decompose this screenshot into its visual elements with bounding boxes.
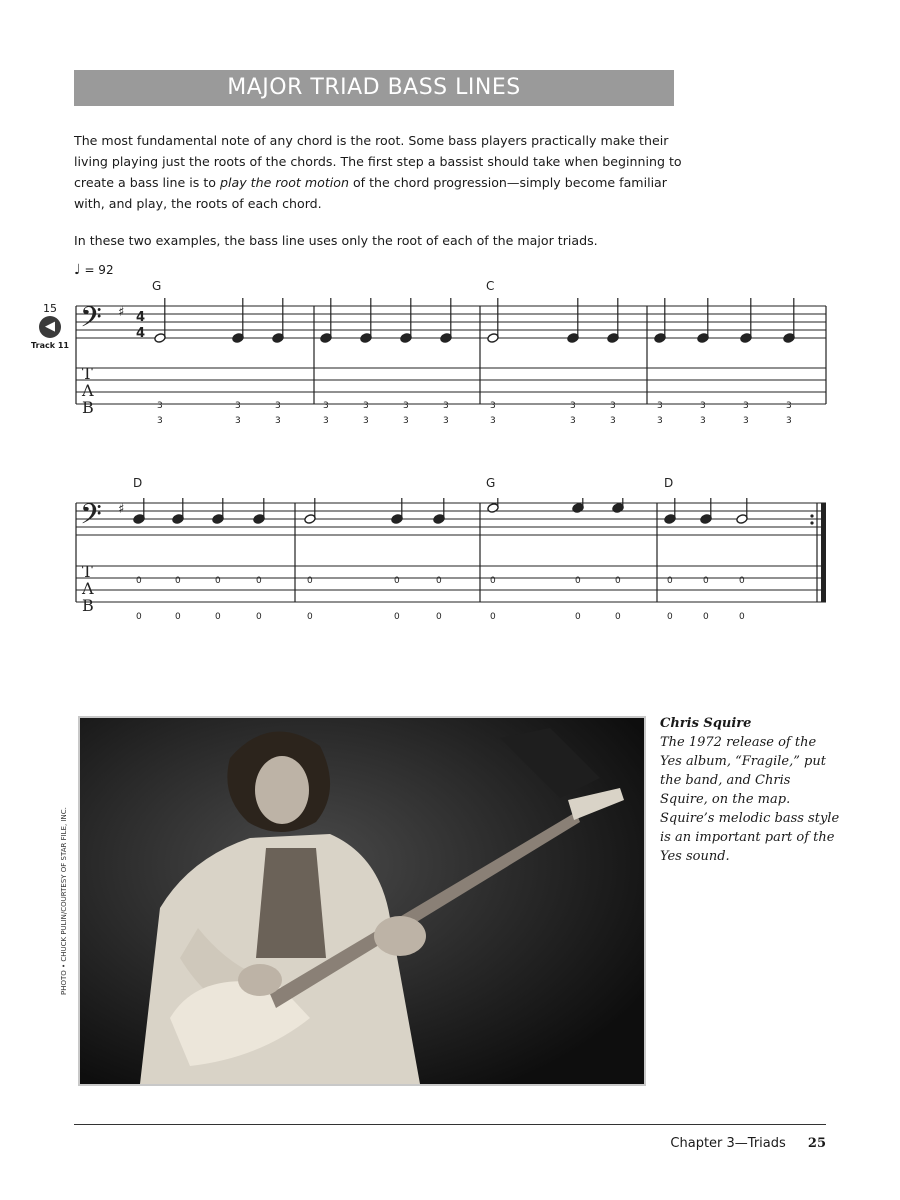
concert-photo (78, 716, 646, 1086)
tab-number: 3 (403, 416, 409, 426)
photo-illustration (80, 718, 644, 1084)
tab-number: 0 (136, 612, 142, 622)
speaker-icon: ◀ (39, 316, 61, 338)
tab-number: 0 (615, 612, 621, 622)
tab-number: 3 (610, 416, 616, 426)
tab-number: 3 (363, 401, 369, 411)
page-number: 25 (807, 1136, 826, 1151)
tab-letter-a: A (82, 579, 94, 598)
tab-number: 0 (307, 576, 313, 586)
tab-number: 0 (256, 612, 262, 622)
tab-number: 3 (657, 416, 663, 426)
intro-paragraph: The most fundamental note of any chord is the root. Some bass players practically make their living playing just the roots of the chords. The first step a bassist should take when beginning to create a bass line is to play the root motion of the chord progression—simply become familiar with, and play, the roots of each chord. (74, 133, 682, 211)
key-signature (118, 502, 124, 517)
tab-letter-t: T (82, 364, 93, 383)
tab-number: 3 (786, 401, 792, 411)
tab-number: 0 (667, 576, 673, 586)
chapter-label: Chapter 3—Triads (670, 1136, 786, 1151)
chord-symbol-c: C (486, 279, 495, 293)
tab-number: 3 (235, 416, 241, 426)
tab-number: 0 (136, 576, 142, 586)
time-signature (136, 310, 145, 341)
chord-symbol-d: D (133, 476, 143, 490)
tab-letter-t: T (82, 562, 93, 581)
time-sig-top: 4 (136, 310, 146, 325)
bass-clef-icon: 𝄢 (80, 498, 102, 538)
tab-number: 3 (235, 401, 241, 411)
page-footer (670, 1136, 826, 1151)
examples-paragraph: In these two examples, the bass line uses only the root of each of the major triads. (74, 233, 598, 248)
photo-caption (660, 714, 840, 866)
tab-number: 3 (275, 401, 281, 411)
tab-number: 0 (436, 576, 442, 586)
tab-staff (76, 566, 826, 602)
sharp-icon: ♯ (118, 305, 125, 320)
tab-number: 0 (215, 612, 221, 622)
tab-number: 3 (443, 401, 449, 411)
intro-emphasis: play the root motion (219, 175, 349, 190)
tab-number: 0 (394, 612, 400, 622)
tab-clef (81, 364, 94, 417)
tab-number: 3 (323, 401, 329, 411)
tab-number: 3 (443, 416, 449, 426)
system-1 (76, 279, 826, 426)
system-2 (76, 476, 826, 622)
tab-number: 3 (743, 416, 749, 426)
system-2-notes (133, 498, 748, 622)
tab-number: 3 (657, 401, 663, 411)
chord-symbol-g: G (486, 476, 496, 490)
tab-number: 3 (323, 416, 329, 426)
tab-number: 0 (175, 612, 181, 622)
tab-number: 0 (575, 576, 581, 586)
tab-number: 0 (667, 612, 673, 622)
tab-number: 0 (436, 612, 442, 622)
key-signature (118, 305, 124, 320)
tab-number: 3 (363, 416, 369, 426)
tab-clef (81, 562, 94, 615)
tab-number: 0 (490, 612, 496, 622)
tab-letter-a: A (82, 381, 94, 400)
chord-symbol-d: D (664, 476, 674, 490)
tab-number: 3 (490, 416, 496, 426)
tab-number: 0 (175, 576, 181, 586)
bass-clef-icon: 𝄢 (80, 301, 102, 341)
quarter-note-icon: ♩ (74, 262, 81, 278)
bass-staff (76, 503, 826, 535)
tab-number: 0 (575, 612, 581, 622)
tab-number: 3 (570, 401, 576, 411)
tab-number: 0 (615, 576, 621, 586)
track-number: 15 (43, 302, 57, 315)
tab-number: 3 (490, 401, 496, 411)
photo-credit: PHOTO • CHUCK PULIN/COURTESY OF STAR FILE, INC. (60, 807, 68, 995)
tab-number: 0 (739, 576, 745, 586)
repeat-dot (810, 514, 813, 517)
tab-number: 3 (786, 416, 792, 426)
tab-number: 3 (700, 401, 706, 411)
tab-number: 3 (570, 416, 576, 426)
chord-symbol-g: G (152, 279, 162, 293)
tab-number: 0 (739, 612, 745, 622)
tab-number: 3 (157, 401, 163, 411)
tab-number: 0 (703, 612, 709, 622)
tab-staff (76, 368, 826, 404)
tab-number: 0 (394, 576, 400, 586)
repeat-dot (810, 521, 813, 524)
sharp-icon: ♯ (118, 502, 125, 517)
final-barline (821, 503, 826, 602)
tab-number: 3 (610, 401, 616, 411)
tab-number: 3 (275, 416, 281, 426)
tab-number: 3 (157, 416, 163, 426)
tab-number: 0 (256, 576, 262, 586)
track-label: Track 11 (31, 341, 69, 350)
caption-title: Chris Squire (660, 716, 752, 731)
tab-number: 0 (703, 576, 709, 586)
system-1-notes (154, 298, 795, 426)
tab-number: 0 (490, 576, 496, 586)
tab-letter-b: B (82, 398, 94, 417)
tab-number: 3 (403, 401, 409, 411)
tab-number: 3 (743, 401, 749, 411)
tab-number: 0 (307, 612, 313, 622)
time-sig-bottom: 4 (136, 326, 146, 341)
tab-number: 0 (215, 576, 221, 586)
tempo-marking: ♩ = 92 (74, 262, 114, 278)
tab-letter-b: B (82, 596, 94, 615)
tab-number: 3 (700, 416, 706, 426)
section-title: MAJOR TRIAD BASS LINES (74, 70, 674, 106)
caption-text: The 1972 release of the Yes album, “Fragile,” put the band, and Chris Squire, on the map. Squire’s melodic bass style is an important part of the Yes sound. (660, 735, 840, 864)
footer-divider (74, 1124, 826, 1125)
